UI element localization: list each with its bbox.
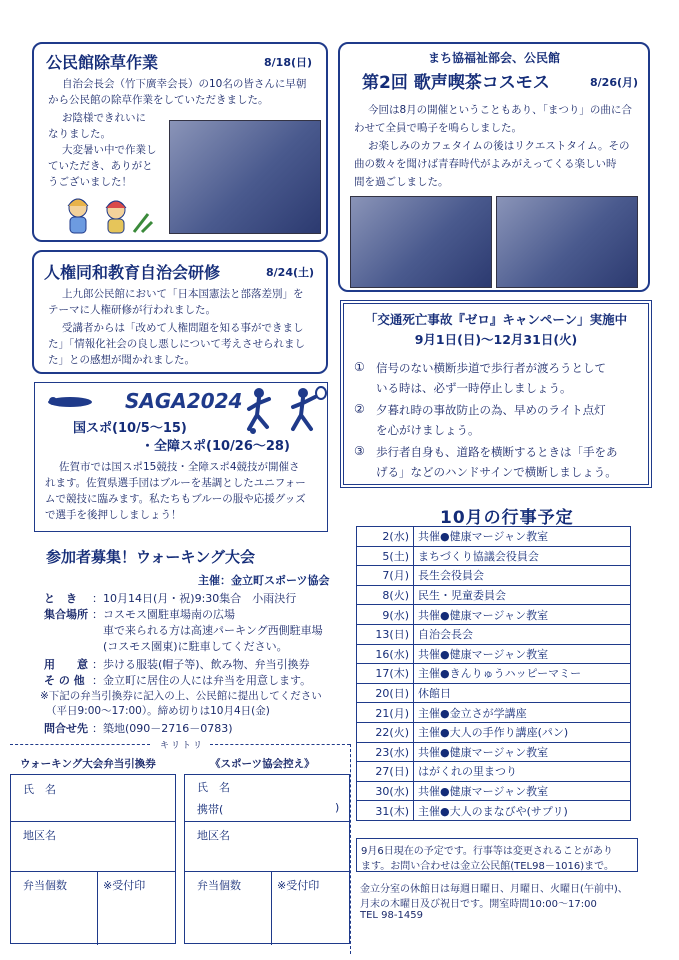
cafe-photo-2 [496,196,638,288]
saga-zenshospo: ・全障スポ(10/26～28) [141,439,290,454]
gardeners-illustration [56,194,156,236]
walking-value-4: (コスモス園東)に駐車してください。 [92,640,288,653]
cut-line-right [210,744,350,745]
walking-value-1: ：10月14日(月・祝)9:30集合 小雨決行 [92,592,297,605]
calendar-row: 20(日) 休館日 [357,683,631,703]
cafe-box [338,42,650,292]
human-rights-date: 8/24(土) [266,266,315,279]
coupon-right-phone-label: 携帯( [197,803,224,816]
saga-line-1: 佐賀市では国スポ15競技・全障スポ4競技が開催さ [59,461,300,473]
traffic-title: 「交通死亡事故『ゼロ』キャンペーン」実施中 [364,312,628,327]
calendar-row: 13(日) 自治会長会 [357,624,631,644]
traffic-item-2-num: ② [354,402,365,416]
cafe-title: 第2回 歌声喫茶コスモス [362,73,550,93]
human-rights-line-2: テーマに人権研修が行われました。 [48,304,216,316]
coupon-right-name-label: 氏 名 [197,781,230,794]
calendar-row: 7(月) 長生会役員会 [357,566,631,586]
weeding-date: 8/18(日) [264,56,313,69]
weeding-title: 公民館除草作業 [46,53,159,72]
calendar-note-1: 9月6日現在の予定です。行事等は変更されることがあり [361,846,613,857]
coupon-right-title: 《スポーツ協会控え》 [210,758,315,770]
traffic-item-3-num: ③ [354,444,365,458]
coupon-left-count-label: 弁当個数 [23,879,67,892]
coupon-right-count-label: 弁当個数 [197,879,241,892]
calendar-row: 21(月) 主催●金立さが学講座 [357,703,631,723]
human-rights-line-5: た」との感想が聞かれました。 [48,354,195,366]
coupon-left-area-label: 地区名 [23,829,56,842]
cut-line-left [10,744,150,745]
saga-kokuspo: 国スポ(10/5～15) [73,421,187,436]
cafe-photo-1 [350,196,492,288]
athletes-icon [243,385,327,435]
human-rights-title: 人権同和教育自治会研修 [44,263,221,282]
walking-note-2: （平日9:00～17:00）。締め切りは10月4日(金) [46,705,270,717]
walking-value-5: ：歩ける服装(帽子等)、飲み物、弁当引換券 [92,658,310,671]
calendar-table [356,526,631,821]
calendar-note-box [356,838,638,872]
walking-value-2: ：コスモス園駐車場南の広場 [92,608,235,621]
branch-info-2: 月末の木曜日及び祝日です。開室時間10:00～17:00 [360,899,597,910]
calendar-title: 10月の行事予定 [440,508,574,528]
calendar-row: 31(木) 主催●大人のまなびや(サプリ) [357,801,631,821]
branch-info-3: TEL 98-1459 [360,910,423,921]
traffic-item-3-a: 歩行者自身も、道路を横断するときは「手をあ [376,445,618,459]
coupon-left-title: ウォーキング大会弁当引換券 [20,758,156,770]
calendar-row: 2(水) 共催●健康マージャン教室 [357,527,631,547]
weeding-box [32,42,328,242]
calendar-note-2: ます。お問い合わせは金立公民館(TEL98－1016)まで。 [361,861,614,872]
human-rights-line-1: 上九郎公民館において「日本国憲法と部落差別」を [62,288,304,300]
weeding-line-3: お陰様できれいに [62,112,146,124]
calendar-row: 30(水) 共催●健康マージャン教室 [357,781,631,801]
cafe-subtitle: まち協福祉部会、公民館 [427,51,560,65]
cut-label: キリトリ [160,741,205,751]
coupon-left-name-label: 氏 名 [23,783,56,796]
walking-title: 参加者募集！ウォーキング大会 [46,548,255,566]
calendar-row: 22(火) 主催●大人の手作り講座(パン) [357,722,631,742]
human-rights-box [32,250,328,374]
cafe-line-2: わせて全員で鳴子を鳴らしました。 [354,122,522,134]
calendar-row: 27(日) はがくれの里まつり [357,762,631,782]
walking-label-1: と き [44,592,77,605]
walking-note-1: ※下記の弁当引換券に記入の上、公民館に提出してください [40,690,322,702]
cafe-line-3: お楽しみのカフェタイムの後はリクエストタイム。その [368,140,630,152]
traffic-item-2-a: 夕暮れ時の事故防止の為、早めのライト点灯 [376,403,606,417]
weeding-line-7: うございました！ [48,176,132,188]
weeding-line-6: ていただき、ありがと [48,160,153,172]
walking-host: 主催：金立町スポーツ協会 [198,574,330,587]
calendar-row: 8(火) 民生・児童委員会 [357,585,631,605]
weeding-line-5: 大変暑い中で作業し [62,144,157,156]
traffic-item-2-b: を心がけましょう。 [376,423,480,437]
traffic-item-3-b: げる」などのハンドサインで横断しましょう。 [376,465,617,479]
cafe-line-1: 今回は8月の開催ということもあり、「まつり」の曲に合 [368,104,632,116]
coupon-right-stamp-label: ※受付印 [277,879,320,892]
cafe-date: 8/26(月) [590,76,639,89]
saga-box [34,382,328,532]
calendar-row: 17(木) 主催●きんりゅうハッピーマミー [357,664,631,684]
walking-contact-label: 問合せ先 [44,722,88,735]
walking-contact: ：築地(090－2716－0783) [92,722,233,735]
traffic-box [340,300,652,488]
saga-title: SAGA2024 [125,389,243,413]
saga-line-4: で選手を後押ししましょう！ [45,509,182,521]
cafe-line-4: 曲の数々を聞けば青春時代がよみがえってくる楽しい時 [354,158,617,170]
swimmer-icon [45,393,95,411]
coupon-right-form [184,774,350,944]
calendar-row: 5(土) まちづくり協議会役員会 [357,546,631,566]
branch-info-1: 金立分室の休館日は毎週日曜日、月曜日、火曜日(午前中)、 [360,884,628,895]
coupon-left-stamp-label: ※受付印 [103,879,146,892]
walking-label-2: 集合場所 [44,608,88,621]
weeding-line-2: から公民館の除草作業をしていただきました。 [48,94,269,106]
coupon-right-area-label: 地区名 [197,829,230,842]
traffic-period: 9月1日(日)～12月31日(火) [414,332,578,347]
weeding-line-4: なりました。 [48,128,111,140]
cafe-line-5: 間を過ごしました。 [354,176,449,188]
coupon-right-phone-end: ) [335,801,340,814]
walking-value-6: ：金立町に居住の人には弁当を用意します。 [92,674,312,687]
weeding-line-1: 自治会長会（竹下廣幸会長）の10名の皆さんに早朝 [62,78,307,90]
calendar-row: 16(水) 共催●健康マージャン教室 [357,644,631,664]
coupon-left-form [10,774,176,944]
walking-value-3: 車で来られる方は高速パーキング西側駐車場 [92,624,323,637]
traffic-item-1-num: ① [354,360,365,374]
walking-label-6: そ の 他 [44,674,85,687]
weeding-photo [169,120,321,234]
traffic-item-1-b: いる時は、必ず一時停止しましょう。 [376,381,572,395]
calendar-row: 9(水) 共催●健康マージャン教室 [357,605,631,625]
human-rights-line-4: た」「情報化社会の良し悪しについて考えさせられまし [48,338,306,350]
saga-line-3: ムで競技に臨みます。私たちもブルーの服や応援グッズ [45,493,306,505]
cut-line-vertical [350,744,351,954]
human-rights-line-3: 受講者からは「改めて人権問題を知る事ができまし [62,322,304,334]
traffic-item-1-a: 信号のない横断歩道で歩行者が渡ろうとして [376,361,606,375]
calendar-row: 23(水) 共催●健康マージャン教室 [357,742,631,762]
walking-label-5: 用 意 [44,658,88,671]
saga-line-2: れます。佐賀県選手団はブルーを基調としたユニフォー [45,477,306,489]
